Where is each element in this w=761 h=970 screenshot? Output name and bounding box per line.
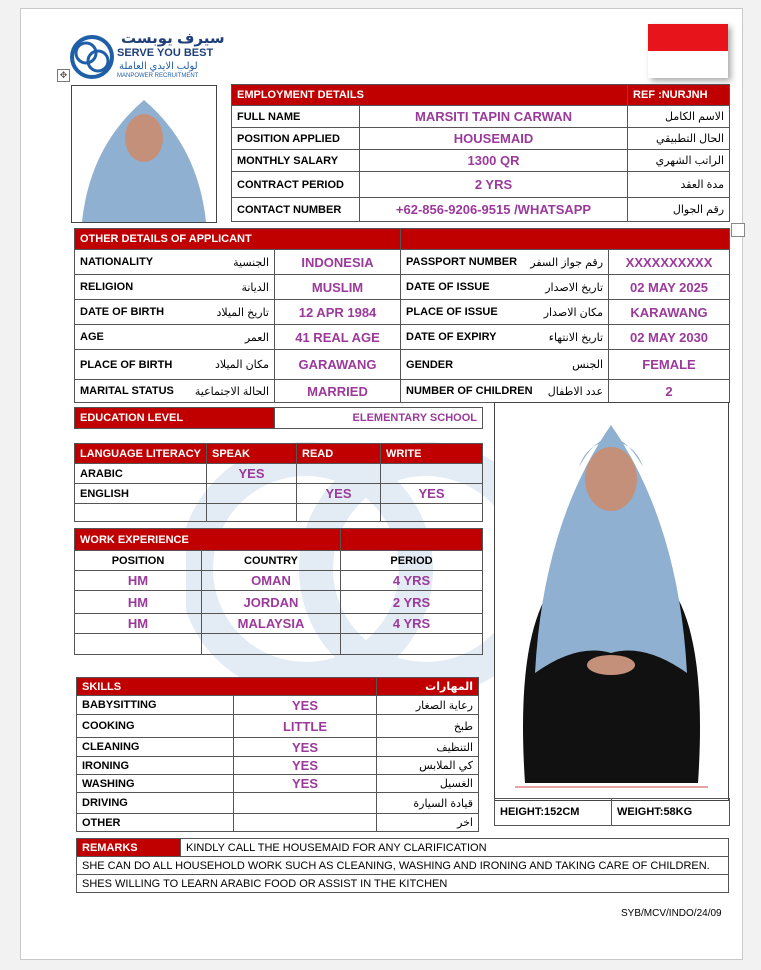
skills-header: SKILLS [77, 678, 377, 696]
work-row2-position: HM [75, 591, 202, 614]
salary-value: 1300 QR [360, 150, 628, 172]
portrait-small-icon [72, 86, 216, 222]
full-body-portrait-icon [495, 403, 728, 800]
lang-empty-3 [297, 504, 381, 522]
lang-col-speak: SPEAK [207, 444, 297, 464]
children-value: 2 [609, 380, 730, 403]
passport-ar: رقم جواز السفر [530, 256, 604, 269]
salary-ar: الراتب الشهري [628, 150, 730, 172]
issue-date-ar: تاريخ الاصدار [545, 281, 604, 294]
nationality-label: NATIONALITY [80, 256, 154, 268]
company-name-ar: سيرف يوبست [121, 30, 225, 47]
lang-col-literacy: LANGUAGE LITERACY [75, 444, 207, 464]
salary-label: MONTHLY SALARY [232, 150, 360, 172]
expiry-ar: تاريخ الانتهاء [548, 331, 604, 344]
cv-page [20, 8, 743, 960]
birthplace-label: PLACE OF BIRTH [80, 358, 173, 371]
gender-ar: الجنس [572, 359, 604, 371]
work-col-country: COUNTRY [202, 551, 341, 571]
applicant-photo-full [494, 402, 729, 801]
dob-label: DATE OF BIRTH [80, 306, 165, 318]
move-handle-icon[interactable]: ✥ [57, 69, 70, 82]
skill-other-value [234, 814, 377, 832]
skill-babysitting-value: YES [234, 696, 377, 715]
contact-label: CONTACT NUMBER [232, 198, 360, 222]
nationality-value: INDONESIA [275, 250, 401, 275]
lang-col-read: READ [297, 444, 381, 464]
contact-value: +62-856-9206-9515 /WHATSAPP [360, 198, 628, 222]
skill-cleaning-value: YES [234, 738, 377, 757]
work-row3-position: HM [75, 614, 202, 634]
remarks-table [76, 838, 729, 893]
height-value: HEIGHT:152CM [495, 799, 612, 826]
other-details-table [74, 228, 730, 403]
marital-label: MARITAL STATUS [80, 385, 174, 397]
work-col-period: PERIOD [341, 551, 483, 571]
dob-value: 12 APR 1984 [275, 300, 401, 325]
lang-english-read: YES [297, 484, 381, 504]
company-logo [69, 31, 229, 83]
skill-ironing-value: YES [234, 757, 377, 775]
lang-col-write: WRITE [381, 444, 483, 464]
applicant-portrait-small [71, 85, 217, 223]
issue-place-label: PLACE OF ISSUE [406, 306, 498, 318]
company-sub-en: MANPOWER RECRUITMENT [117, 73, 199, 79]
full-name-label: FULL NAME [232, 106, 360, 128]
work-row3-period: 4 YRS [341, 614, 483, 634]
work-row1-country: OMAN [202, 571, 341, 591]
skill-driving-value [234, 793, 377, 814]
contract-label: CONTRACT PERIOD [232, 172, 360, 198]
lang-english-speak [207, 484, 297, 504]
skill-washing-value: YES [234, 775, 377, 793]
weight-value: WEIGHT:58KG [612, 799, 730, 826]
education-label: EDUCATION LEVEL [75, 408, 275, 429]
other-details-header: OTHER DETAILS OF APPLICANT [75, 229, 401, 250]
issue-date-label: DATE OF ISSUE [406, 281, 490, 293]
work-row1-position: HM [75, 571, 202, 591]
lang-empty-4 [381, 504, 483, 522]
work-row3-country: MALAYSIA [202, 614, 341, 634]
work-row4-country [202, 634, 341, 655]
work-header-empty [341, 529, 483, 551]
remarks-line2: SHE CAN DO ALL HOUSEHOLD WORK SUCH AS CLEANING, WASHING AND IRONING AND TAKING CARE OF CHILDREN. [77, 857, 729, 875]
skill-ironing: IRONING [77, 757, 234, 775]
employment-details-table [231, 84, 730, 222]
skill-cleaning-ar: التنظيف [377, 738, 479, 757]
birthplace-value: GARAWANG [275, 350, 401, 380]
flag-white-band [648, 51, 728, 78]
birthplace-ar: مكان الميلاد [214, 359, 269, 371]
work-header: WORK EXPERIENCE [75, 529, 341, 551]
work-row2-period: 2 YRS [341, 591, 483, 614]
religion-ar: الديانة [241, 281, 269, 294]
skill-washing-ar: الغسيل [377, 775, 479, 793]
nationality-ar: الجنسية [233, 256, 269, 269]
remarks-line1: KINDLY CALL THE HOUSEMAID FOR ANY CLARIFICATION [181, 839, 729, 857]
religion-label: RELIGION [80, 281, 134, 293]
education-table [74, 407, 483, 429]
work-experience-table [74, 528, 483, 655]
age-ar: العمر [244, 331, 269, 344]
language-table [74, 443, 483, 522]
full-name-ar: الاسم الكامل [628, 106, 730, 128]
skill-cooking: COOKING [77, 715, 234, 738]
lang-empty-2 [207, 504, 297, 522]
age-label: AGE [80, 331, 104, 343]
indonesia-flag [648, 24, 728, 78]
other-details-header-empty [401, 229, 730, 250]
children-label: NUMBER OF CHILDREN [406, 385, 533, 397]
skill-driving: DRIVING [77, 793, 234, 814]
skill-cooking-ar: طبخ [377, 715, 479, 738]
passport-label: PASSPORT NUMBER [406, 256, 518, 268]
position-ar: الحال التطبيقي [628, 128, 730, 150]
passport-value: XXXXXXXXXX [609, 250, 730, 275]
issue-place-value: KARAWANG [609, 300, 730, 325]
flag-red-band [648, 24, 728, 51]
position-value: HOUSEMAID [360, 128, 628, 150]
lang-arabic-write [381, 464, 483, 484]
expiry-value: 02 MAY 2030 [609, 325, 730, 350]
skill-cooking-value: LITTLE [234, 715, 377, 738]
issue-date-value: 02 MAY 2025 [609, 275, 730, 300]
religion-value: MUSLIM [275, 275, 401, 300]
gender-label: GENDER [406, 358, 454, 371]
work-row1-period: 4 YRS [341, 571, 483, 591]
company-name-en: SERVE YOU BEST [117, 47, 214, 59]
work-row4-position [75, 634, 202, 655]
skill-babysitting: BABYSITTING [77, 696, 234, 715]
skill-washing: WASHING [77, 775, 234, 793]
skill-driving-ar: قيادة السيارة [377, 793, 479, 814]
resize-handle[interactable] [731, 223, 745, 237]
dob-ar: تاريخ الميلاد [216, 306, 269, 319]
remarks-label: REMARKS [77, 839, 181, 857]
full-name-value: MARSITI TAPIN CARWAN [360, 106, 628, 128]
expiry-label: DATE OF EXPIRY [406, 331, 497, 343]
employment-header: EMPLOYMENT DETAILS [232, 85, 628, 106]
company-sub-ar: لولب الايدي العاملة [119, 61, 198, 72]
skill-babysitting-ar: رعاية الصغار [377, 696, 479, 715]
remarks-line3: SHES WILLING TO LEARN ARABIC FOOD OR ASSIST IN THE KITCHEN [77, 875, 729, 893]
skills-table [76, 677, 479, 832]
skill-other: OTHER [77, 814, 234, 832]
logo-rings-icon [69, 33, 115, 81]
lang-english: ENGLISH [75, 484, 207, 504]
position-label: POSITION APPLIED [232, 128, 360, 150]
lang-arabic-speak: YES [207, 464, 297, 484]
marital-value: MARRIED [275, 380, 401, 403]
skills-header-ar: المهارات [377, 678, 479, 696]
work-col-position: POSITION [75, 551, 202, 571]
gender-value: FEMALE [609, 350, 730, 380]
skill-cleaning: CLEANING [77, 738, 234, 757]
marital-ar: الحالة الاجتماعية [194, 385, 269, 398]
children-ar: عدد الاطفال [547, 385, 604, 398]
education-value: ELEMENTARY SCHOOL [275, 408, 483, 429]
ref-number: REF :NURJNH [628, 85, 730, 106]
lang-empty-1 [75, 504, 207, 522]
skill-ironing-ar: كي الملابس [377, 757, 479, 775]
contract-value: 2 YRS [360, 172, 628, 198]
work-row2-country: JORDAN [202, 591, 341, 614]
lang-english-write: YES [381, 484, 483, 504]
footer-code: SYB/MCV/INDO/24/09 [621, 908, 722, 919]
contact-ar: رقم الجوال [628, 198, 730, 222]
lang-arabic: ARABIC [75, 464, 207, 484]
age-value: 41 REAL AGE [275, 325, 401, 350]
work-row4-period [341, 634, 483, 655]
issue-place-ar: مكان الاصدار [543, 306, 604, 319]
skill-other-ar: اخر [377, 814, 479, 832]
contract-ar: مدة العقد [628, 172, 730, 198]
lang-arabic-read [297, 464, 381, 484]
measurements-table [494, 798, 730, 826]
